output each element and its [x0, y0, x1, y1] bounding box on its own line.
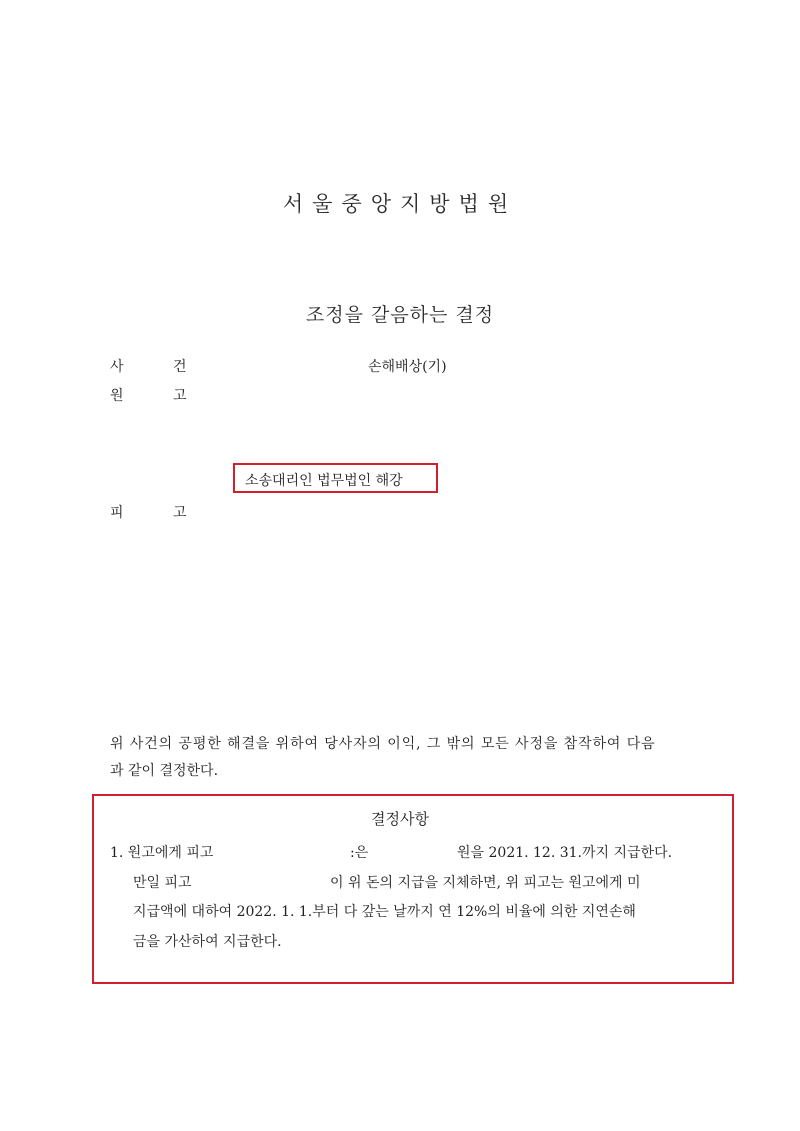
court-name: 서울중앙지방법원 [282, 192, 518, 216]
plaintiff-agent: 소송대리인 법무법인 해강 [245, 473, 403, 489]
defendant-label-char-1: 피 [110, 505, 124, 521]
case-value: 손해배상(기) [368, 359, 447, 375]
defendant-label-char-2: 고 [173, 505, 187, 521]
reason-line-2: 과 같이 결정한다. [110, 763, 219, 779]
order-item-1-start: 1. 원고에게 피고 [110, 845, 214, 861]
case-label-char-2: 건 [173, 359, 187, 375]
order-line-2-start: 만일 피고 [133, 875, 192, 891]
order-item-1-end: 원을 2021. 12. 31.까지 지급한다. [457, 845, 673, 861]
order-item-1-particle: :은 [350, 845, 369, 861]
plaintiff-label-char-2: 고 [173, 388, 187, 404]
case-label-char-1: 사 [110, 359, 124, 375]
reason-line-1: 위 사건의 공평한 해결을 위하여 당사자의 이익, 그 밖의 모든 사정을 참작하여 다음 [110, 736, 656, 752]
order-line-2-end: 이 위 돈의 지급을 지체하면, 위 피고는 원고에게 미 [330, 875, 641, 891]
order-heading: 결정사항 [371, 810, 429, 828]
plaintiff-label-char-1: 원 [110, 388, 124, 404]
order-line-4: 금을 가산하여 지급한다. [133, 934, 282, 950]
order-line-3: 지급액에 대하여 2022. 1. 1.부터 다 갚는 날까지 연 12%의 비율에 의한 지연손해 [133, 904, 636, 920]
document-title: 조정을 갈음하는 결정 [305, 304, 495, 326]
